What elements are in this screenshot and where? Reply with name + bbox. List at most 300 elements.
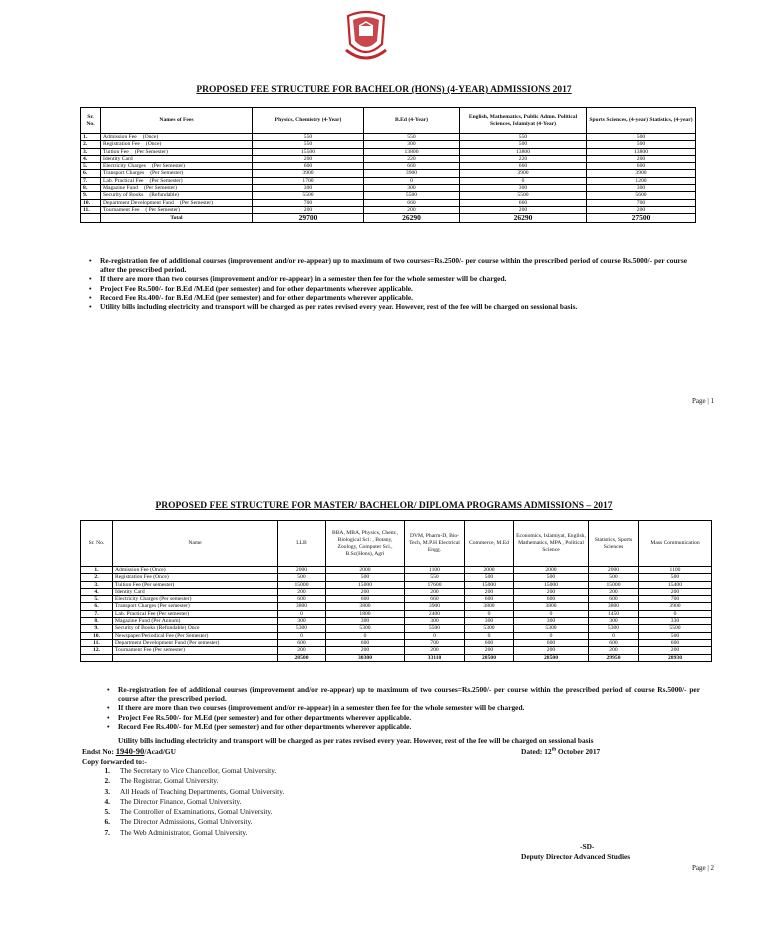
fee-value-cell: 660 <box>460 163 587 170</box>
recipient-text: The Registrar, Gomal University. <box>120 776 219 786</box>
fee-value-cell: 3900 <box>587 170 696 177</box>
recipient-text: The Secretary to Vice Chancellor, Gomal University. <box>120 766 277 775</box>
fee-value-cell: 17600 <box>405 581 465 588</box>
table-row <box>81 647 712 654</box>
recipient-list <box>88 766 284 838</box>
table-row <box>81 192 696 199</box>
sr-cell: 3. <box>81 148 101 155</box>
recipient-text: The Director Admissions, Gomal University. <box>120 817 253 827</box>
fee-value-cell: 0 <box>278 632 326 639</box>
fee-value-cell: 600 <box>326 596 405 603</box>
fee-value-cell: 660 <box>460 199 587 206</box>
table-row <box>81 618 712 625</box>
fee-value-cell: 15500 <box>253 148 364 155</box>
fee-value-cell: 15000 <box>278 581 326 588</box>
sr-cell: 5. <box>81 163 101 170</box>
recipient-item <box>88 776 284 786</box>
recipient-number: 7. <box>104 827 110 837</box>
recipient-number: 3. <box>104 786 110 796</box>
note-item: • Utility bills including electricity and transport will be charged as per rates revised every year. However, rest of the fee will be charged on sessional basis. <box>86 302 687 311</box>
fee-value-cell: 300 <box>364 141 460 148</box>
fee-value-cell: 500 <box>514 574 589 581</box>
fee-name: Registration Fee <box>103 141 140 148</box>
fee-name-cell: Magazine Fund (Per Annum) <box>113 618 278 625</box>
total-value-cell: 29700 <box>253 214 364 223</box>
fee-value-cell: 330 <box>639 618 712 625</box>
recipient-item <box>88 797 284 807</box>
fee-value-cell: 0 <box>589 632 639 639</box>
fee-value-cell: 200 <box>639 588 712 595</box>
fee-value-cell: 2400 <box>405 610 465 617</box>
fee-note: (Per Semester) <box>150 170 184 177</box>
table-row <box>81 632 712 639</box>
fee-name-cell <box>101 199 253 206</box>
fee-value-cell: 600 <box>253 163 364 170</box>
fee-name-cell <box>101 206 253 213</box>
fee-value-cell: 600 <box>589 639 639 646</box>
fee-value-cell: 1800 <box>326 610 405 617</box>
fee-value-cell: 5500 <box>253 192 364 199</box>
table-row <box>81 206 696 213</box>
fee-value-cell: 200 <box>364 206 460 213</box>
fee-value-cell: 600 <box>639 639 712 646</box>
col-header: B.Ed (4-Year) <box>364 108 460 134</box>
fee-value-cell: 5300 <box>326 625 405 632</box>
recipient-number: 2. <box>104 776 110 786</box>
dated-label: Dated: 12 <box>521 747 552 756</box>
fee-name-cell: Department Development Fund (Per semester) <box>113 639 278 646</box>
fee-value-cell: 3900 <box>253 170 364 177</box>
fee-value-cell: 500 <box>587 134 696 141</box>
table-row <box>81 134 696 141</box>
fee-value-cell: 200 <box>465 647 514 654</box>
fee-name-cell <box>101 155 253 162</box>
table-row <box>81 185 696 192</box>
fee-name-cell <box>101 177 253 184</box>
sr-cell: 9. <box>81 192 101 199</box>
total-value-cell: 27500 <box>587 214 696 223</box>
fee-value-cell: 200 <box>587 206 696 213</box>
fee-value-cell: 200 <box>326 647 405 654</box>
page1-notes <box>86 256 687 311</box>
fee-value-cell: 200 <box>639 647 712 654</box>
table-row <box>81 163 696 170</box>
total-value-cell: 28930 <box>639 654 712 661</box>
sr-cell: 11. <box>81 639 113 646</box>
note-item: • If there are more than two courses (improvement and/or re-appear) in a semester then fee for the whole semester will be charged. <box>86 274 687 283</box>
total-value-cell: 28500 <box>278 654 326 661</box>
table-row <box>81 581 712 588</box>
table-row <box>81 603 712 610</box>
fee-note: (Per Semester) <box>151 163 186 170</box>
fee-value-cell: 660 <box>364 199 460 206</box>
col-header: BBA, MBA, Physics, Chem:, Biological Sci: , Botany, Zoology, Computer Sci., B.Sc(Hons), Agri <box>326 521 405 567</box>
recipient-number: 4. <box>104 796 110 806</box>
sr-cell: 8. <box>81 185 101 192</box>
fee-value-cell: 5300 <box>589 625 639 632</box>
fee-value-cell: 200 <box>460 206 587 213</box>
fee-value-cell: 3800 <box>589 603 639 610</box>
fee-note: (Once) <box>145 141 162 148</box>
sr-cell: 1. <box>81 567 113 574</box>
fee-value-cell: 600 <box>587 163 696 170</box>
fee-value-cell: 15000 <box>514 581 589 588</box>
fee-value-cell: 3800 <box>465 603 514 610</box>
sr-cell: 3. <box>81 581 113 588</box>
col-header: Sports Sciences, (4-year) Statistics, (4-year) <box>587 108 696 134</box>
fee-value-cell: 15000 <box>465 581 514 588</box>
table-row <box>81 170 696 177</box>
fee-value-cell: 550 <box>405 574 465 581</box>
endst-suffix: /Acad/GU <box>144 747 176 756</box>
fee-value-cell: 600 <box>514 639 589 646</box>
fee-value-cell: 200 <box>278 588 326 595</box>
dated-sup: th <box>551 747 557 753</box>
fee-value-cell: 3900 <box>364 170 460 177</box>
recipient-item <box>88 807 284 817</box>
note-item: • Project Fee Rs.500/- for B.Ed /M.Ed (per semester) and for other departments wherever applicable. <box>86 284 687 293</box>
fee-name: Lab. Practical Fee <box>103 177 144 184</box>
fee-name-cell: Security of Books (Refundable) Once <box>113 625 278 632</box>
sr-cell: 11. <box>81 206 101 213</box>
fee-value-cell: 500 <box>587 141 696 148</box>
table-row <box>81 574 712 581</box>
fee-name-cell <box>101 185 253 192</box>
fee-value-cell: 600 <box>326 639 405 646</box>
total-label: Total <box>101 214 253 223</box>
dated-rest: October 2017 <box>556 747 601 756</box>
fee-value-cell: 2000 <box>465 567 514 574</box>
signatory: Deputy Director Advanced Studies <box>521 852 631 861</box>
col-header: Economics, Islamiyat, English, Mathematics, MPA , Political Science <box>514 521 589 567</box>
fee-value-cell: 660 <box>405 596 465 603</box>
total-value-cell: 33110 <box>405 654 465 661</box>
recipient-item <box>88 817 284 827</box>
recipient-text: All Heads of Teaching Departments, Gomal University. <box>120 786 285 796</box>
fee-name-cell: Admission Fee (Once) <box>113 567 278 574</box>
fee-value-cell: 600 <box>278 596 326 603</box>
fee-value-cell: 220 <box>364 155 460 162</box>
fee-value-cell: 500 <box>278 574 326 581</box>
sr-cell: 8. <box>81 618 113 625</box>
fee-name-cell: Identity Card <box>113 588 278 595</box>
fee-name: Electricity Charges <box>103 163 146 170</box>
fee-value-cell: 5300 <box>465 625 514 632</box>
total-sr-cell <box>81 654 113 661</box>
fee-value-cell: 200 <box>326 588 405 595</box>
fee-name: Identity Card <box>103 155 133 162</box>
note-item: • Project Fee Rs.500/- for M.Ed (per semester) and for other departments wherever applicable. <box>104 713 700 722</box>
fee-value-cell: 500 <box>465 574 514 581</box>
fee-value-cell: 600 <box>514 596 589 603</box>
fee-name-cell: Electricity Charges (Per semester) <box>113 596 278 603</box>
total-name-cell <box>113 654 278 661</box>
fee-value-cell: 0 <box>460 177 587 184</box>
fee-value-cell: 1450 <box>589 610 639 617</box>
fee-name-cell: Tuition Fee (Per semester) <box>113 581 278 588</box>
fee-value-cell: 200 <box>589 647 639 654</box>
fee-value-cell: 3800 <box>278 603 326 610</box>
fee-name-cell: Registration Fee (Once) <box>113 574 278 581</box>
fee-value-cell: 0 <box>514 610 589 617</box>
fee-value-cell: 300 <box>278 618 326 625</box>
fee-value-cell: 600 <box>465 596 514 603</box>
fee-value-cell: 550 <box>253 141 364 148</box>
sr-cell: 2. <box>81 574 113 581</box>
total-row <box>81 214 696 223</box>
col-header: Name <box>113 521 278 567</box>
fee-value-cell: 200 <box>405 588 465 595</box>
total-value-cell: 26290 <box>364 214 460 223</box>
table-row <box>81 639 712 646</box>
fee-value-cell: 500 <box>326 574 405 581</box>
fee-value-cell: 660 <box>364 163 460 170</box>
recipient-text: The Web Administrator, Gomal University. <box>120 827 248 837</box>
fee-value-cell: 0 <box>364 177 460 184</box>
fee-name: Admission Fee <box>103 134 137 140</box>
fee-name: Department Development Fund <box>103 199 174 206</box>
sr-cell: 5. <box>81 596 113 603</box>
fee-name-cell <box>101 141 253 148</box>
fee-value-cell: 3800 <box>514 603 589 610</box>
fee-name: Tuition Fee <box>103 148 129 155</box>
page2-fee-table <box>80 520 712 662</box>
fee-value-cell: 200 <box>514 647 589 654</box>
fee-value-cell: 13800 <box>364 148 460 155</box>
fee-value-cell: 1700 <box>253 177 364 184</box>
fee-value-cell: 200 <box>278 647 326 654</box>
fee-name: Tournament Fee <box>103 206 140 213</box>
fee-value-cell: 5300 <box>514 625 589 632</box>
recipient-text: The Controller of Examinations, Gomal University. <box>120 807 273 817</box>
fee-name-cell <box>101 192 253 199</box>
fee-value-cell: 3900 <box>460 170 587 177</box>
fee-value-cell: 700 <box>639 596 712 603</box>
col-header: Sr. No. <box>81 521 113 567</box>
col-header: LLB <box>278 521 326 567</box>
fee-value-cell: 15400 <box>639 581 712 588</box>
fee-value-cell: 0 <box>514 632 589 639</box>
page1-title: PROPOSED FEE STRUCTURE FOR BACHELOR (HONS) (4-YEAR) ADMISSIONS 2017 <box>196 85 572 95</box>
fee-name-cell: Lab. Practical Fee (Per semester) <box>113 610 278 617</box>
fee-value-cell: 300 <box>514 618 589 625</box>
table-row <box>81 148 696 155</box>
fee-value-cell: 300 <box>465 618 514 625</box>
page2-notes <box>104 685 700 731</box>
utility-note: Utility bills including electricity and transport will be charged as per rates revised every year. However, rest of the fee will be charged on sessional basis <box>118 736 594 745</box>
total-sr-cell <box>81 214 101 223</box>
fee-note: (Per Semester) <box>179 199 213 206</box>
total-value-cell: 30300 <box>326 654 405 661</box>
table-row <box>81 588 712 595</box>
fee-value-cell: 0 <box>639 610 712 617</box>
fee-note: (Refundable) <box>149 192 179 199</box>
fee-value-cell: 200 <box>589 588 639 595</box>
note-item: • Record Fee Rs.400/- for B.Ed /M.Ed (per semester) and for other departments wherever applicable. <box>86 293 687 302</box>
fee-value-cell: 5500 <box>639 625 712 632</box>
fee-value-cell: 550 <box>253 134 364 141</box>
sr-cell: 9. <box>81 625 113 632</box>
col-header: Commerce, M.Ed <box>465 521 514 567</box>
fee-value-cell: 220 <box>460 155 587 162</box>
fee-value-cell: 500 <box>589 574 639 581</box>
total-value-cell: 29950 <box>589 654 639 661</box>
fee-value-cell: 5500 <box>405 625 465 632</box>
fee-value-cell: 700 <box>405 639 465 646</box>
fee-name-cell <box>101 163 253 170</box>
table-row <box>81 610 712 617</box>
sr-cell: 1. <box>81 134 101 141</box>
page-number: Page | 1 <box>691 397 714 405</box>
table-row <box>81 177 696 184</box>
fee-value-cell: 600 <box>278 639 326 646</box>
recipient-item <box>88 828 284 838</box>
fee-value-cell: 2000 <box>514 567 589 574</box>
fee-value-cell: 2000 <box>326 567 405 574</box>
fee-value-cell: 3900 <box>639 603 712 610</box>
col-header: Names of Fees <box>101 108 253 134</box>
fee-value-cell: 15000 <box>589 581 639 588</box>
fee-value-cell: 0 <box>405 632 465 639</box>
table-row <box>81 155 696 162</box>
fee-value-cell: 200 <box>514 588 589 595</box>
fee-value-cell: 550 <box>460 134 587 141</box>
fee-value-cell: 500 <box>639 632 712 639</box>
fee-value-cell: 200 <box>405 647 465 654</box>
total-row <box>81 654 712 661</box>
fee-value-cell: 1100 <box>405 567 465 574</box>
table-row <box>81 567 712 574</box>
fee-value-cell: 5300 <box>278 625 326 632</box>
note-item: • Record Fee Rs.400/- for M.Ed (per semester) and for other departments wherever applicable. <box>104 722 700 731</box>
fee-value-cell: 3800 <box>326 603 405 610</box>
fee-value-cell: 5600 <box>587 192 696 199</box>
page-number: Page | 2 <box>691 864 714 872</box>
sr-cell: 4. <box>81 588 113 595</box>
fee-value-cell: 0 <box>465 610 514 617</box>
fee-value-cell: 700 <box>253 199 364 206</box>
fee-value-cell: 2000 <box>278 567 326 574</box>
endst-line <box>82 746 176 756</box>
col-header: Sr. No. <box>81 108 101 134</box>
col-header: Physics, Chemistry (4-Year) <box>253 108 364 134</box>
recipient-item <box>88 766 284 776</box>
sr-cell: 7. <box>81 610 113 617</box>
endst-label: Endst No: <box>82 747 114 756</box>
fee-value-cell: 300 <box>364 185 460 192</box>
sr-cell: 7. <box>81 177 101 184</box>
dated-line <box>521 747 600 756</box>
table-row <box>81 141 696 148</box>
table-row <box>81 625 712 632</box>
fee-note: (Per Semester) <box>134 148 168 155</box>
university-crest-icon <box>342 10 390 64</box>
fee-value-cell: 550 <box>364 134 460 141</box>
fee-value-cell: 5500 <box>460 192 587 199</box>
sr-cell: 6. <box>81 603 113 610</box>
fee-note: (Per Semester) <box>149 177 183 184</box>
copy-forwarded: Copy forwarded to:- <box>82 757 147 766</box>
page2-title: PROPOSED FEE STRUCTURE FOR MASTER/ BACHELOR/ DIPLOMA PROGRAMS ADMISSIONS – 2017 <box>155 501 613 511</box>
fee-name-cell <box>101 170 253 177</box>
total-value-cell: 28500 <box>465 654 514 661</box>
fee-value-cell: 0 <box>326 632 405 639</box>
fee-name-cell <box>101 134 253 141</box>
sr-cell: 10. <box>81 199 101 206</box>
table-row <box>81 199 696 206</box>
fee-name-cell: Newspaper/Periodical Fee (Per Semester) <box>113 632 278 639</box>
recipient-item <box>88 787 284 797</box>
fee-value-cell: 200 <box>253 206 364 213</box>
fee-value-cell: 300 <box>253 185 364 192</box>
sd-mark: -SD- <box>580 842 595 851</box>
fee-name: Transport Charges <box>103 170 145 177</box>
recipient-text: The Director Finance, Gomal University. <box>120 796 242 806</box>
note-item: • Re-registration fee of additional courses (improvement and/or re-appear) up to maximum of two courses=Rs.2500/- per course within the prescribed period of course Rs.5000/- per course after the prescribed period. <box>104 685 700 703</box>
fee-name: Magazine Fund <box>103 185 138 192</box>
endst-number: 1940-90 <box>115 746 145 756</box>
sr-cell: 2. <box>81 141 101 148</box>
fee-value-cell: 500 <box>639 574 712 581</box>
col-header: English, Mathematics, Public Admn. Political Sciences, Islamiyat (4-Year) <box>460 108 587 134</box>
fee-value-cell: 2000 <box>589 567 639 574</box>
fee-note: (Once) <box>142 134 159 140</box>
recipient-number: 6. <box>104 817 110 827</box>
fee-value-cell: 3900 <box>405 603 465 610</box>
sr-cell: 10. <box>81 632 113 639</box>
fee-value-cell: 200 <box>587 155 696 162</box>
fee-value-cell: 600 <box>465 639 514 646</box>
fee-name-cell: Transport Charges (Per semester) <box>113 603 278 610</box>
fee-value-cell: 13800 <box>587 148 696 155</box>
fee-value-cell: 0 <box>465 632 514 639</box>
fee-value-cell: 13800 <box>460 148 587 155</box>
fee-note: (Per Semester) <box>143 185 178 192</box>
fee-value-cell: 700 <box>587 199 696 206</box>
fee-name-cell <box>101 148 253 155</box>
sr-cell: 12. <box>81 647 113 654</box>
fee-value-cell: 300 <box>326 618 405 625</box>
fee-value-cell: 5500 <box>364 192 460 199</box>
recipient-number: 5. <box>104 807 110 817</box>
fee-value-cell: 300 <box>589 618 639 625</box>
fee-value-cell: 200 <box>465 588 514 595</box>
sr-cell: 6. <box>81 170 101 177</box>
total-value-cell: 26290 <box>460 214 587 223</box>
recipient-number: 1. <box>104 766 110 775</box>
sr-cell: 4. <box>81 155 101 162</box>
col-header: Mass Communication <box>639 521 712 567</box>
fee-value-cell: 1100 <box>639 567 712 574</box>
table-row <box>81 596 712 603</box>
col-header: DVM, Pharm-D, Bio-Tech, M.P.H Electrical Engg. <box>405 521 465 567</box>
fee-note: ( Per Semester) <box>145 206 180 213</box>
note-item: • If there are more than two courses (improvement and/or re-appear) in a semester then fee for the whole semester will be charged. <box>104 703 700 712</box>
page1-fee-table <box>80 107 696 223</box>
fee-value-cell: 0 <box>278 610 326 617</box>
fee-value-cell: 300 <box>460 185 587 192</box>
fee-value-cell: 1200 <box>587 177 696 184</box>
note-item: • Re-registration fee of additional courses (improvement and/or re-appear) up to maximum of two courses=Rs.2500/- per course within the prescribed period of course Rs.5000/- per course after the prescribed period. <box>86 256 687 274</box>
fee-value-cell: 600 <box>589 596 639 603</box>
fee-value-cell: 300 <box>587 185 696 192</box>
fee-name-cell: Tournament Fee (Per semester) <box>113 647 278 654</box>
fee-value-cell: 500 <box>460 141 587 148</box>
fee-name: Security of Books <box>103 192 144 199</box>
col-header: Statistics, Sports Sciences <box>589 521 639 567</box>
fee-value-cell: 15000 <box>326 581 405 588</box>
fee-value-cell: 300 <box>405 618 465 625</box>
